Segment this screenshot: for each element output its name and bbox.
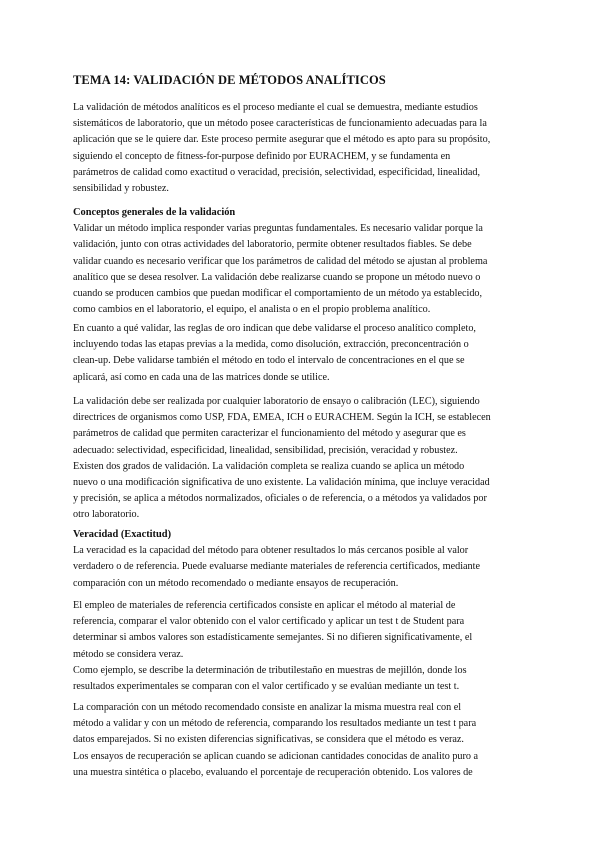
paragraph-materiales-referencia	[73, 598, 533, 695]
text-line: comparación con un método recomendado o mediante ensayos de recuperación.	[73, 577, 399, 589]
text-line: En cuanto a qué validar, las reglas de oro indican que debe validarse el proceso analítico completo,	[73, 323, 476, 334]
text-line: clean-up. Debe validarse también el método en todo el intervalo de concentraciones en el que se	[73, 355, 465, 367]
text-line: siguiendo el concepto de fitness-for-purpose definido por EURACHEM, y se fundamenta en	[73, 150, 451, 162]
text-line: como cambios en el laboratorio, el equipo, el analista o en el propio problema analítico.	[73, 304, 431, 316]
text-line: validación, junto con otras actividades del laboratorio, permite obtener resultados fiables. Se debe	[73, 239, 472, 251]
section-conceptos	[73, 205, 533, 318]
text-line: datos emparejados. Si no existen diferencias significativas, se considera que el método es veraz.	[73, 734, 464, 746]
page-title: TEMA 14: VALIDACIÓN DE MÉTODOS ANALÍTICOS	[73, 73, 386, 87]
text-line: Existen dos grados de validación. La validación completa se realiza cuando se aplica un método	[73, 460, 465, 472]
text-line: El empleo de materiales de referencia certificados consiste en aplicar el método al material de	[73, 600, 456, 611]
text-line: referencia, comparar el valor obtenido con el valor certificado y aplicar un test t de Student para	[73, 616, 465, 628]
text-line: cuando se producen cambios que puedan modificar el comportamiento de un método ya establecido,	[73, 287, 483, 299]
paragraph-quien-valida	[73, 394, 533, 524]
text-line: Los ensayos de recuperación se aplican cuando se adicionan cantidades conocidas de analito puro a	[73, 750, 479, 762]
text-line: adecuado: selectividad, especificidad, linealidad, sensibilidad, precisión, veracidad y robustez.	[73, 444, 458, 456]
text-line: incluyendo todas las etapas previas a la medida, como disolución, extracción, preconcentración o	[73, 339, 469, 351]
text-line: nuevo o una modificación significativa de uno existente. La validación mínima, que incluye veracidad	[73, 476, 490, 488]
section-heading: Veracidad (Exactitud)	[73, 529, 172, 540]
text-line: aplicará, así como en cada una de las matrices donde se utilice.	[73, 371, 330, 383]
paragraph-comparacion-metodo	[73, 700, 533, 781]
text-line: directrices de organismos como USP, FDA, EMEA, ICH o EURACHEM. Según la ICH, se establecen	[73, 412, 491, 424]
text-line: sistemáticos de laboratorio, que un método posee características de funcionamiento adecuadas para la	[73, 118, 487, 130]
text-line: resultados experimentales se comparan con el valor certificado y se evalúan mediante un test t.	[73, 680, 460, 692]
section-veracidad	[73, 527, 533, 592]
text-line: La validación debe ser realizada por cualquier laboratorio de ensayo o calibración (LEC), siguiendo	[73, 396, 480, 407]
text-line: y precisión, se aplica a métodos normalizados, oficiales o de referencia, o a métodos ya validados por	[73, 493, 487, 505]
text-line: validar cuando es necesario verificar que los parámetros de calidad del método se ajustan al problema	[73, 255, 488, 267]
paragraph-que-validar	[73, 321, 533, 386]
text-line: Como ejemplo, se describe la determinación de tributilestaño en muestras de mejillón, donde los	[73, 664, 467, 676]
text-line: método se considera veraz.	[73, 648, 184, 660]
text-line: sensibilidad y robustez.	[73, 182, 169, 194]
text-line: Validar un método implica responder varias preguntas fundamentales. Es necesario validar porque la	[73, 223, 483, 235]
text-line: otro laboratorio.	[73, 509, 140, 521]
text-line: parámetros de calidad que permiten caracterizar el funcionamiento del método y asegurar que es	[73, 428, 466, 440]
section-heading: Conceptos generales de la validación	[73, 207, 236, 218]
text-line: analítico que se desea resolver. La validación debe realizarse cuando se propone un método nuevo o	[73, 271, 481, 283]
text-line: La validación de métodos analíticos es el proceso mediante el cual se demuestra, mediante estudios	[73, 102, 478, 113]
text-line: La comparación con un método recomendado consiste en analizar la misma muestra real con el	[73, 702, 462, 713]
text-line: aplicación que se le quiere dar. Este proceso permite asegurar que el método es apto para su propósito,	[73, 134, 491, 146]
text-line: determinar si ambos valores son estadísticamente semejantes. Si no difieren significativamente, el	[73, 632, 473, 644]
text-line: La veracidad es la capacidad del método para obtener resultados lo más cercanos posible al valor	[73, 545, 469, 557]
text-line: una muestra sintética o placebo, evaluando el porcentaje de recuperación obtenido. Los valores de	[73, 766, 473, 778]
intro-paragraph	[73, 100, 533, 197]
text-line: método a validar y con un método de referencia, comparando los resultados mediante un test t para	[73, 718, 477, 730]
text-line: verdadero o de referencia. Puede evaluarse mediante materiales de referencia certificados, mediante	[73, 561, 480, 573]
text-line: parámetros de calidad como exactitud o veracidad, precisión, selectividad, especificidad, linealidad,	[73, 166, 481, 178]
